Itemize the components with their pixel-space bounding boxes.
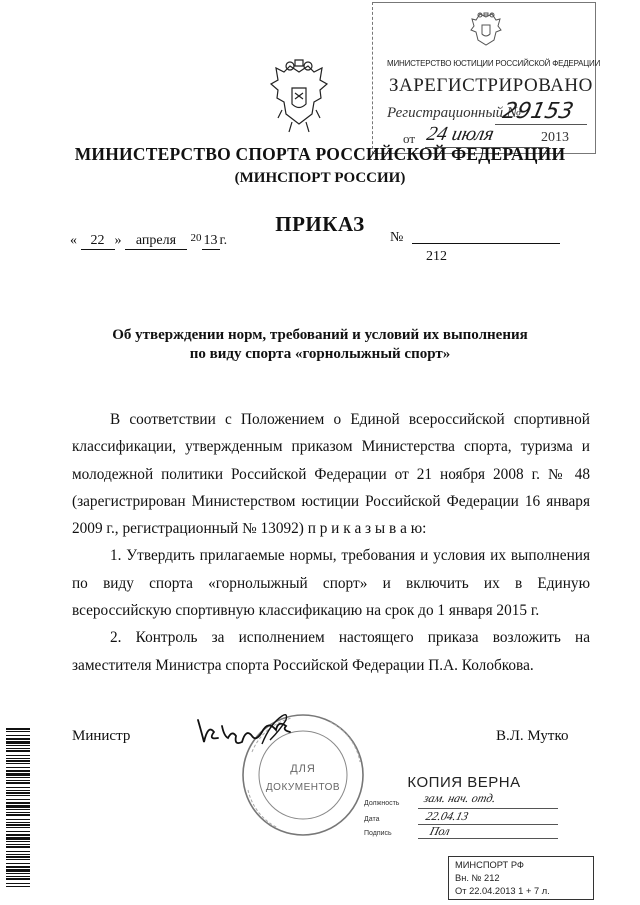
- barcode-bar: [6, 863, 30, 864]
- incoming-number: Вн. № 212: [455, 873, 500, 883]
- seal-text-top: ДЛЯ: [290, 763, 316, 775]
- copy-certified-stamp: [364, 776, 560, 838]
- coat-of-arms-icon: [469, 11, 503, 49]
- barcode-bar: [6, 795, 30, 796]
- document-type-title: ПРИКАЗ: [275, 212, 365, 236]
- barcode-bar: [6, 728, 30, 730]
- barcode-bar: [6, 844, 30, 845]
- barcode-bar: [6, 834, 30, 836]
- ministry-name: МИНИСТЕРСТВО СПОРТА РОССИЙСКОЙ ФЕДЕРАЦИИ: [74, 144, 566, 164]
- body-paragraph-1: В соответствии с Положением о Единой всероссийской спортивной классификации, утвержденным приказом Министерства спорта, туризма и молодежной политики Российской Федерации от 21 ноября 2008 г. № 48 (зарегистрирован Министерством юстиции Российской Федерации 16 января 2009 г., регистрационный № 13092) п р и к а з ы в а ю:: [72, 411, 590, 538]
- barcode-bar: [6, 787, 30, 788]
- date-open-quote: «: [70, 233, 77, 248]
- copy-position-value: зам. нач. отд.: [422, 791, 498, 805]
- registration-ministry: МИНИСТЕРСТВО ЮСТИЦИИ РОССИЙСКОЙ ФЕДЕРАЦИИ: [387, 59, 601, 68]
- barcode-bar: [6, 886, 30, 887]
- signatory-name: В.Л. Мутко: [496, 728, 569, 744]
- registration-year: 2013: [541, 130, 569, 145]
- barcode-bar: [6, 805, 30, 808]
- barcode-bar: [6, 851, 30, 852]
- registration-date-value: 24 июля: [424, 123, 497, 145]
- subject-line-2: по виду спорта «горнолыжный спорт»: [189, 346, 451, 362]
- barcode-bar: [6, 780, 30, 781]
- barcode-bar: [6, 731, 30, 732]
- body-paragraph-3: 2. Контроль за исполнением настоящего приказа возложить на заместителя Министра спорта Российской Федерации П.А. Колобкова.: [72, 629, 590, 674]
- copy-date-label: Дата: [364, 816, 380, 823]
- barcode-bar: [6, 859, 30, 860]
- copy-signature-label: Подпись: [364, 830, 392, 837]
- registration-date-label: от: [403, 131, 416, 146]
- order-date: [70, 232, 227, 250]
- barcode-bar: [6, 824, 30, 826]
- subject-line-1: Об утверждении норм, требований и условий их выполнения: [112, 327, 528, 343]
- barcode-bar: [6, 782, 30, 784]
- date-century: 20: [190, 232, 202, 244]
- barcode-bar: [6, 745, 30, 746]
- date-day: 22: [81, 233, 115, 250]
- barcode-bar: [6, 812, 30, 813]
- registration-number-label: Регистрационный №: [387, 105, 522, 121]
- copy-position-label: Должность: [364, 800, 400, 807]
- barcode-bar: [6, 809, 30, 810]
- barcode-bar: [6, 767, 30, 768]
- seal-text-bottom: ДОКУМЕНТОВ: [265, 782, 341, 793]
- barcode-bar: [6, 790, 30, 791]
- date-year: 13: [203, 233, 218, 248]
- barcode-bar: [6, 819, 30, 820]
- date-month: апреля: [125, 233, 187, 250]
- order-number-underline: [412, 243, 560, 244]
- registration-status: ЗАРЕГИСТРИРОВАНО: [389, 75, 593, 96]
- incoming-registration-box: [448, 856, 594, 900]
- coat-of-arms-icon: [268, 58, 330, 136]
- barcode-bar: [6, 741, 30, 744]
- barcode-bar: [6, 735, 30, 736]
- copy-stamp-title: КОПИЯ ВЕРНА: [407, 774, 521, 791]
- barcode-bar: [6, 755, 30, 756]
- barcode-bar: [6, 876, 30, 877]
- order-number-value: 212: [426, 249, 447, 264]
- date-suffix: г.: [219, 233, 228, 248]
- registration-number-value: 29153: [500, 99, 576, 124]
- barcode-bar: [6, 856, 30, 858]
- barcode-bar: [6, 792, 30, 794]
- barcode-bar: [6, 866, 30, 868]
- barcode-bar: [6, 822, 30, 823]
- order-body: [72, 406, 590, 679]
- registration-stamp: [372, 2, 601, 154]
- copy-signature-value: Пол: [428, 824, 452, 838]
- date-close-quote: »: [114, 233, 122, 248]
- barcode-bar: [6, 770, 30, 772]
- barcode: [6, 728, 30, 888]
- handwritten-signature: [188, 708, 308, 758]
- barcode-bar: [6, 837, 30, 840]
- barcode-bar: [6, 763, 30, 764]
- barcode-bar: [6, 750, 30, 752]
- barcode-bar: [6, 758, 30, 759]
- barcode-bar: [6, 814, 30, 816]
- barcode-bar: [6, 878, 30, 880]
- barcode-bar: [6, 773, 30, 776]
- barcode-bar: [6, 802, 30, 804]
- barcode-bar: [6, 869, 30, 872]
- signatory-title: Министр: [72, 728, 131, 744]
- body-paragraph-2: 1. Утвердить прилагаемые нормы, требования и условия их выполнения по виду спорта «горнолыжный спорт» и включить их в Единую всероссийскую спортивную классификацию на срок до 1 января 2015 г.: [72, 547, 590, 620]
- order-subject: [60, 326, 580, 364]
- barcode-bar: [6, 854, 30, 855]
- barcode-bar: [6, 748, 30, 749]
- order-number-label: №: [390, 230, 404, 245]
- barcode-bar: [6, 827, 30, 828]
- barcode-bar: [6, 760, 30, 762]
- barcode-bar: [6, 873, 30, 874]
- barcode-bar: [6, 831, 30, 832]
- incoming-date: От 22.04.2013 1 + 7 л.: [455, 886, 550, 896]
- incoming-ministry: МИНСПОРТ РФ: [455, 860, 524, 870]
- barcode-bar: [6, 777, 30, 778]
- barcode-bar: [6, 846, 30, 848]
- ministry-short-name: (МИНСПОРТ РОССИИ): [234, 170, 406, 186]
- barcode-bar: [6, 738, 30, 740]
- copy-date-value: 22.04.13: [424, 809, 470, 823]
- barcode-bar: [6, 883, 30, 884]
- barcode-bar: [6, 841, 30, 842]
- barcode-bar: [6, 799, 30, 800]
- registration-number-underline: [495, 124, 587, 125]
